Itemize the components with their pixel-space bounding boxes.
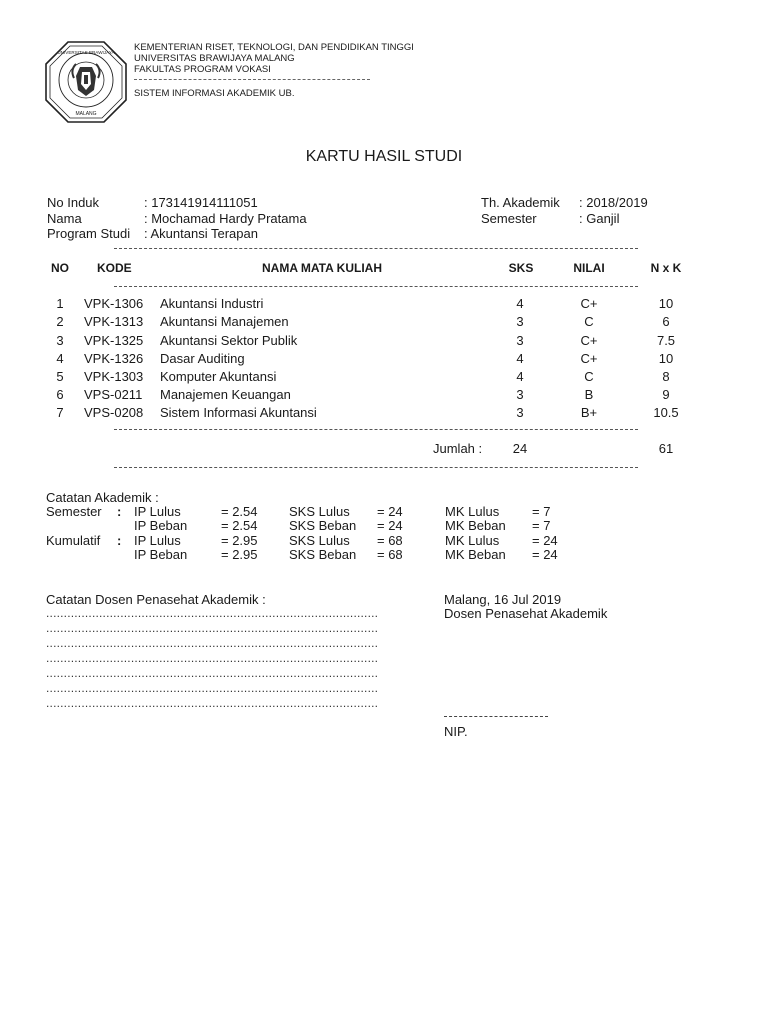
semester-section-label: Semester xyxy=(46,504,102,519)
semester-value: : Ganjil xyxy=(579,211,620,226)
col-header-kode: KODE xyxy=(97,261,132,275)
sem-sks-lulus-label: SKS Lulus xyxy=(289,504,350,519)
nip-label: NIP. xyxy=(444,724,468,739)
row-nilai: C+ xyxy=(580,333,598,348)
row-nilai: C+ xyxy=(580,296,598,311)
header-ministry: KEMENTERIAN RISET, TEKNOLOGI, DAN PENDIDIKAN TINGGI xyxy=(134,42,414,53)
sem-sks-lulus-value: = 24 xyxy=(377,504,403,519)
row-sks: 3 xyxy=(516,387,524,402)
row-no: 4 xyxy=(56,351,64,366)
no-induk-value: : 173141914111051 xyxy=(144,195,258,210)
row-kode: VPK-1303 xyxy=(84,369,144,384)
row-nama: Akuntansi Industri xyxy=(160,296,264,311)
col-header-nama: NAMA MATA KULIAH xyxy=(262,261,382,275)
row-nilai: C+ xyxy=(580,351,598,366)
row-no: 5 xyxy=(56,369,64,384)
kum-ip-lulus-label: IP Lulus xyxy=(134,533,181,548)
row-nilai: B xyxy=(584,387,594,402)
row-nama: Manajemen Keuangan xyxy=(160,387,291,402)
note-line: .............................................................................................. xyxy=(46,666,379,680)
note-line: .............................................................................................. xyxy=(46,606,379,620)
logo-text-top: UNIVERSITAS BRAWIJAYA xyxy=(57,50,115,55)
sem-mk-beban-value: = 7 xyxy=(532,518,551,533)
row-sks: 4 xyxy=(516,369,524,384)
catatan-akademik-title: Catatan Akademik : xyxy=(46,490,159,505)
sem-mk-lulus-value: = 7 xyxy=(532,504,551,519)
row-kode: VPK-1313 xyxy=(84,314,144,329)
nama-label: Nama xyxy=(47,211,82,226)
logo-text-bottom: MALANG xyxy=(75,111,97,117)
sem-ip-lulus-label: IP Lulus xyxy=(134,504,181,519)
col-header-sks: SKS xyxy=(508,261,534,275)
note-line: .............................................................................................. xyxy=(46,651,379,665)
row-nama: Sistem Informasi Akuntansi xyxy=(160,405,317,420)
catatan-dosen-label: Catatan Dosen Penasehat Akademik : xyxy=(46,592,266,607)
semester-label: Semester xyxy=(481,211,537,226)
kumulatif-colon: : xyxy=(117,533,122,548)
university-logo-seal xyxy=(44,40,128,124)
sem-sks-beban-value: = 24 xyxy=(377,518,403,533)
row-sks: 3 xyxy=(516,314,524,329)
note-line: .............................................................................................. xyxy=(46,681,379,695)
row-sks: 4 xyxy=(516,296,524,311)
sem-mk-lulus-label: MK Lulus xyxy=(445,504,500,519)
kum-sks-beban-label: SKS Beban xyxy=(289,547,357,562)
row-nilai: C xyxy=(584,369,594,384)
nama-value: : Mochamad Hardy Pratama xyxy=(144,211,307,226)
sem-ip-beban-label: IP Beban xyxy=(134,518,188,533)
col-header-nilai: NILAI xyxy=(573,261,605,275)
row-nama: Dasar Auditing xyxy=(160,351,245,366)
kum-mk-lulus-value: = 24 xyxy=(532,533,558,548)
row-kode: VPS-0208 xyxy=(84,405,144,420)
header-faculty: FAKULTAS PROGRAM VOKASI xyxy=(134,64,271,75)
table-body-divider xyxy=(114,429,638,430)
row-kode: VPK-1306 xyxy=(84,296,144,311)
row-nxk: 10 xyxy=(658,296,674,311)
header-university: UNIVERSITAS BRAWIJAYA MALANG xyxy=(134,53,295,64)
row-sks: 3 xyxy=(516,405,524,420)
kum-sks-lulus-label: SKS Lulus xyxy=(289,533,350,548)
row-kode: VPK-1325 xyxy=(84,333,144,348)
th-akademik-value: : 2018/2019 xyxy=(579,195,648,210)
row-nxk: 8 xyxy=(662,369,670,384)
no-induk-label: No Induk xyxy=(47,195,100,210)
dosen-role: Dosen Penasehat Akademik xyxy=(444,606,608,621)
row-kode: VPK-1326 xyxy=(84,351,144,366)
note-line: .............................................................................................. xyxy=(46,636,379,650)
row-nama: Akuntansi Manajemen xyxy=(160,314,289,329)
signature-line xyxy=(444,716,548,717)
header-divider xyxy=(134,79,370,80)
page-title: KARTU HASIL STUDI xyxy=(305,148,463,165)
jumlah-sks: 24 xyxy=(512,441,528,456)
row-nxk: 6 xyxy=(662,314,670,329)
prodi-value: : Akuntansi Terapan xyxy=(144,226,258,241)
row-nxk: 10.5 xyxy=(653,405,679,420)
kumulatif-section-label: Kumulatif xyxy=(46,533,101,548)
sem-ip-lulus-value: = 2.54 xyxy=(221,504,258,519)
row-nxk: 9 xyxy=(662,387,670,402)
row-no: 2 xyxy=(56,314,64,329)
sem-mk-beban-label: MK Beban xyxy=(445,518,506,533)
row-nama: Akuntansi Sektor Publik xyxy=(160,333,298,348)
row-kode: VPS-0211 xyxy=(84,387,143,402)
kum-sks-beban-value: = 68 xyxy=(377,547,403,562)
note-line: .............................................................................................. xyxy=(46,621,379,635)
table-top-divider xyxy=(114,248,638,249)
kum-ip-lulus-value: = 2.95 xyxy=(221,533,258,548)
row-nilai: B+ xyxy=(580,405,598,420)
kum-mk-beban-label: MK Beban xyxy=(445,547,506,562)
row-nama: Komputer Akuntansi xyxy=(160,369,277,384)
row-no: 3 xyxy=(56,333,64,348)
row-nxk: 10 xyxy=(658,351,674,366)
kum-ip-beban-value: = 2.95 xyxy=(221,547,258,562)
prodi-label: Program Studi xyxy=(47,226,131,241)
sem-sks-beban-label: SKS Beban xyxy=(289,518,357,533)
row-no: 1 xyxy=(56,296,64,311)
jumlah-label: Jumlah : xyxy=(433,441,483,456)
place-date: Malang, 16 Jul 2019 xyxy=(444,592,562,607)
jumlah-nxk: 61 xyxy=(658,441,674,456)
semester-colon: : xyxy=(117,504,122,519)
col-header-no: NO xyxy=(51,261,69,275)
row-no: 6 xyxy=(56,387,64,402)
table-bottom-divider xyxy=(114,467,638,468)
row-nilai: C xyxy=(584,314,594,329)
table-header-divider xyxy=(114,286,638,287)
sem-ip-beban-value: = 2.54 xyxy=(221,518,258,533)
row-sks: 4 xyxy=(516,351,524,366)
th-akademik-label: Th. Akademik xyxy=(481,195,560,210)
kum-ip-beban-label: IP Beban xyxy=(134,547,188,562)
row-sks: 3 xyxy=(516,333,524,348)
header-system: SISTEM INFORMASI AKADEMIK UB. xyxy=(134,88,295,99)
row-nxk: 7.5 xyxy=(656,333,676,348)
kum-mk-lulus-label: MK Lulus xyxy=(445,533,500,548)
kum-sks-lulus-value: = 68 xyxy=(377,533,403,548)
kum-mk-beban-value: = 24 xyxy=(532,547,558,562)
note-line: .............................................................................................. xyxy=(46,696,379,710)
col-header-nxk: N x K xyxy=(650,261,682,275)
row-no: 7 xyxy=(56,405,64,420)
